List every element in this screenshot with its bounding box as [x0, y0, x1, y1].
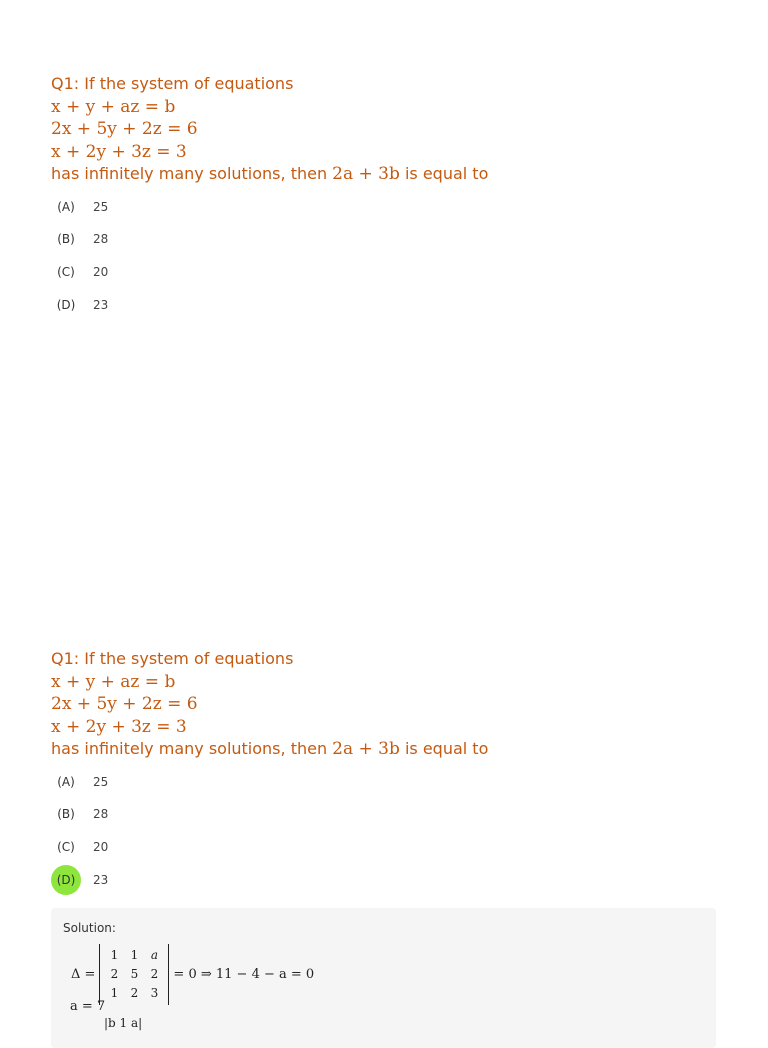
matrix-cell: 5 [130, 967, 139, 981]
option-a[interactable] [51, 192, 731, 225]
matrix-cell: 3 [150, 986, 159, 1000]
options-list [51, 767, 731, 898]
option-value: 25 [93, 199, 109, 214]
matrix-cell: 1 [110, 986, 119, 1000]
question-tail-expr: 2a + 3b [332, 164, 400, 184]
determinant-result: = 0 ⇒ 11 − 4 − a = 0 [173, 967, 315, 982]
determinant-matrix [99, 944, 169, 1005]
option-value: 20 [93, 264, 109, 279]
option-a[interactable] [51, 767, 731, 800]
option-c[interactable] [51, 832, 731, 865]
option-letter: (B) [57, 807, 75, 822]
solution-panel [51, 908, 716, 1048]
option-d-correct[interactable] [51, 865, 731, 898]
option-value: 28 [93, 807, 109, 822]
option-letter: (A) [57, 199, 75, 214]
option-value: 23 [93, 872, 109, 887]
question-tail-before: has infinitely many solutions, then [51, 739, 333, 758]
matrix-cell: 1 [130, 948, 139, 962]
matrix-cell: 2 [130, 986, 139, 1000]
determinant-equation [71, 944, 314, 1005]
matrix-cell: 1 [110, 948, 119, 962]
question-block-1 [51, 73, 731, 322]
option-letter: (C) [57, 264, 75, 279]
options-list [51, 192, 731, 323]
matrix-cell: 2 [150, 967, 159, 981]
matrix-cell: a [150, 948, 158, 962]
solution-line-a: a = 7 [70, 999, 106, 1014]
equation-2: 2x + 5y + 2z = 6 [51, 119, 198, 139]
option-b[interactable] [51, 224, 731, 257]
option-letter: (A) [57, 774, 75, 789]
question-tail [51, 163, 731, 186]
question-tail-expr: 2a + 3b [332, 739, 400, 759]
option-value: 25 [93, 774, 109, 789]
solution-title: Solution: [63, 921, 116, 935]
equation-1: x + y + az = b [51, 96, 176, 117]
matrix-cell: 2 [110, 967, 119, 981]
equation-1: x + y + az = b [51, 671, 176, 692]
option-letter: (D) [56, 297, 76, 312]
question-prompt: Q1: If the system of equations [51, 649, 294, 668]
option-b[interactable] [51, 799, 731, 832]
option-value: 28 [93, 232, 109, 247]
question-block-2 [51, 648, 731, 897]
question-tail-after: is equal to [399, 164, 489, 183]
question-prompt: Q1: If the system of equations [51, 74, 294, 93]
equation-2: 2x + 5y + 2z = 6 [51, 694, 198, 714]
delta-label: Δ = [71, 967, 96, 982]
equation-3: x + 2y + 3z = 3 [51, 141, 187, 162]
option-value: 23 [93, 297, 109, 312]
option-letter: (D) [51, 865, 81, 895]
option-c[interactable] [51, 257, 731, 290]
solution-line-next: |b 1 a| [104, 1016, 143, 1030]
question-tail-after: is equal to [399, 739, 489, 758]
option-d[interactable] [51, 290, 731, 323]
question-tail-before: has infinitely many solutions, then [51, 164, 333, 183]
option-letter: (C) [57, 839, 75, 854]
option-value: 20 [93, 839, 109, 854]
option-letter: (B) [57, 232, 75, 247]
equation-3: x + 2y + 3z = 3 [51, 716, 187, 737]
question-tail [51, 738, 731, 761]
